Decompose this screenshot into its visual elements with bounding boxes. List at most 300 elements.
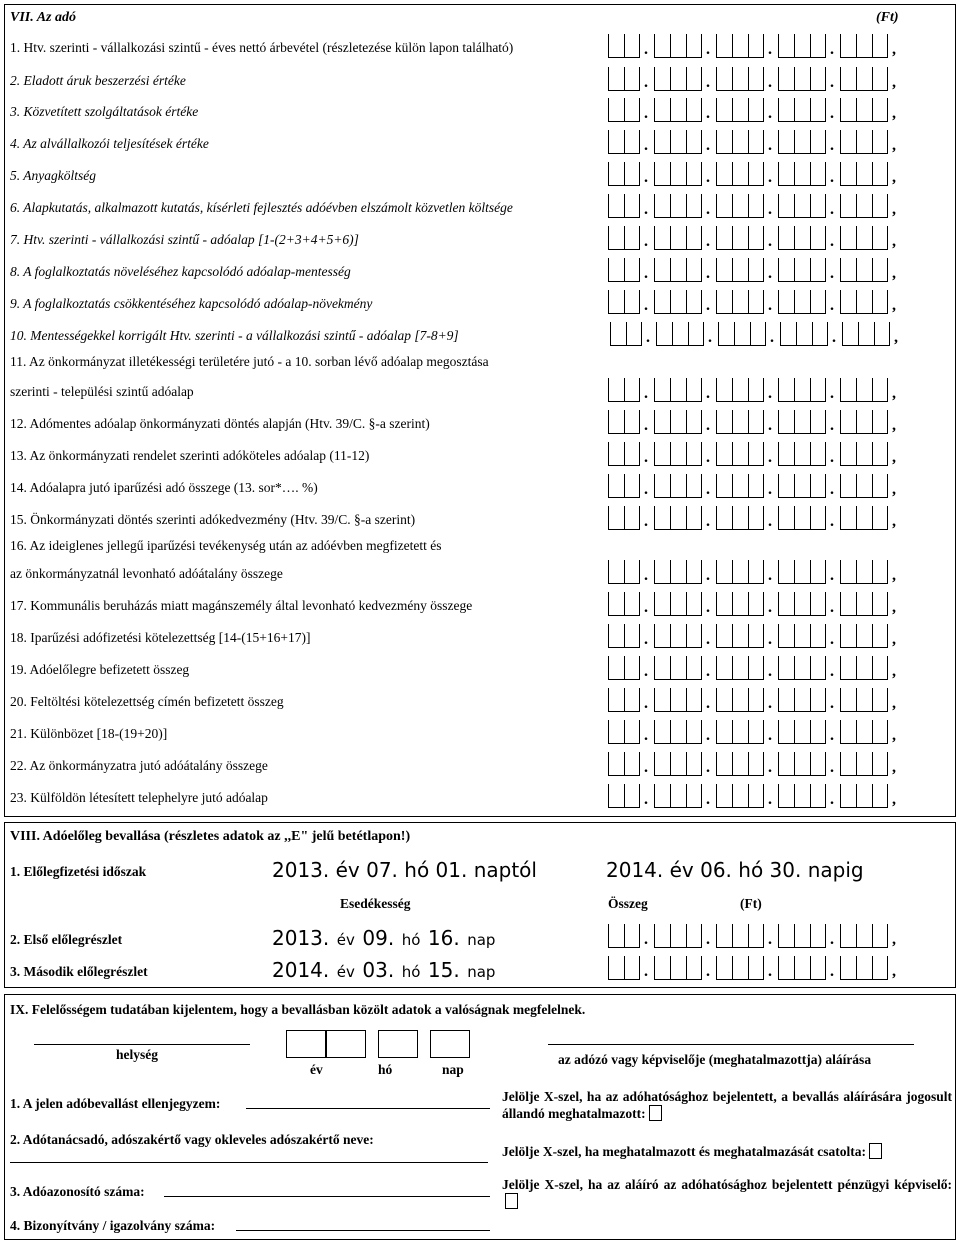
sec7-row-label: 8. A foglalkoztatás növeléséhez kapcsolódó adóalap-mentesség [10, 264, 351, 279]
group-separator: . [706, 631, 710, 648]
digit-group[interactable] [840, 624, 888, 648]
digit-group[interactable] [716, 784, 764, 808]
digit-group[interactable] [608, 67, 640, 91]
digit-group[interactable] [840, 162, 888, 186]
group-separator: . [646, 329, 650, 346]
second-installment-date[interactable]: 2014. év 03. hó 15. nap [272, 958, 496, 982]
sec7-row-amount[interactable] [608, 624, 894, 648]
group-separator: . [644, 963, 648, 980]
digit-group[interactable] [840, 194, 888, 218]
group-separator: . [706, 449, 710, 466]
digit-group[interactable] [840, 688, 888, 712]
digit-group[interactable] [778, 784, 826, 808]
digit-group[interactable] [608, 258, 640, 282]
tax-id-line[interactable] [164, 1196, 490, 1197]
group-separator: . [706, 599, 710, 616]
digit-group[interactable] [778, 290, 826, 314]
sec7-row-amount[interactable] [608, 378, 894, 402]
group-separator: . [768, 169, 772, 186]
place-line[interactable] [34, 1044, 250, 1045]
group-separator: . [768, 663, 772, 680]
group-separator: . [830, 963, 834, 980]
group-separator: . [644, 41, 648, 58]
group-separator: . [768, 631, 772, 648]
sec7-row-amount[interactable] [608, 592, 894, 616]
group-separator: . [830, 695, 834, 712]
digit-group[interactable] [778, 956, 826, 980]
digit-group[interactable] [608, 688, 640, 712]
digit-group[interactable] [716, 656, 764, 680]
digit-group[interactable] [608, 560, 640, 584]
digit-group[interactable] [654, 624, 702, 648]
attached-authorization-checkbox[interactable] [869, 1143, 882, 1159]
digit-group[interactable] [656, 322, 704, 346]
second-installment-label: 3. Második előlegrészlet [10, 964, 148, 979]
advance-period-from[interactable]: 2013. év 07. hó 01. naptól [272, 858, 537, 882]
digit-group[interactable] [840, 784, 888, 808]
sec7-row-amount[interactable] [608, 226, 894, 250]
decimal-comma: , [892, 385, 896, 402]
digit-group[interactable] [654, 194, 702, 218]
amount-header: Összeg [608, 896, 648, 911]
tax-id-label: 3. Adóazonosító száma: [10, 1184, 145, 1199]
digit-group[interactable] [840, 67, 888, 91]
sec7-row-amount[interactable] [608, 752, 894, 776]
digit-group[interactable] [716, 226, 764, 250]
sec7-row-label: 3. Közvetített szolgáltatások értéke [10, 104, 199, 119]
group-separator: . [830, 727, 834, 744]
digit-group[interactable] [716, 130, 764, 154]
group-separator: . [830, 599, 834, 616]
first-installment-date[interactable]: 2013. év 09. hó 16. nap [272, 926, 496, 950]
group-separator: . [830, 631, 834, 648]
digit-group[interactable] [608, 656, 640, 680]
group-separator: . [768, 297, 772, 314]
group-separator: . [644, 759, 648, 776]
digit-group[interactable] [716, 752, 764, 776]
group-separator: . [768, 265, 772, 282]
digit-group[interactable] [716, 290, 764, 314]
group-separator: . [768, 963, 772, 980]
digit-group[interactable] [718, 322, 766, 346]
digit-group[interactable] [610, 322, 642, 346]
digit-group[interactable] [840, 226, 888, 250]
digit-group[interactable] [778, 67, 826, 91]
digit-group[interactable] [778, 688, 826, 712]
year-label: év [310, 1062, 323, 1077]
decimal-comma: , [892, 631, 896, 648]
second-installment-amount[interactable] [608, 956, 894, 980]
month-box[interactable] [378, 1030, 418, 1058]
advisor-name-line[interactable] [10, 1162, 488, 1163]
group-separator: . [706, 201, 710, 218]
group-separator: . [830, 791, 834, 808]
sec7-row-label: 15. Önkormányzati döntés szerinti adókedvezmény (Htv. 39/C. §-a szerint) [10, 512, 416, 527]
sec7-row-label: 14. Adóalapra jutó iparűzési adó összege (13. sor*…. %) [10, 480, 318, 495]
group-separator: . [644, 417, 648, 434]
sec7-row-amount[interactable] [608, 474, 894, 498]
digit-group[interactable] [654, 784, 702, 808]
digit-group[interactable] [608, 924, 640, 948]
advance-period-to[interactable]: 2014. év 06. hó 30. napig [606, 858, 864, 882]
sec7-row-amount[interactable] [608, 290, 894, 314]
group-separator: . [768, 41, 772, 58]
sec7-row-amount[interactable] [608, 98, 894, 122]
digit-group[interactable] [778, 592, 826, 616]
digit-group[interactable] [840, 290, 888, 314]
group-separator: . [644, 631, 648, 648]
section-ix-title: IX. Felelősségem tudatában kijelentem, hogy a bevallásban közölt adatok a valóságnak megfelelnek. [10, 1002, 586, 1017]
due-date-header: Esedékesség [340, 896, 411, 911]
digit-group[interactable] [778, 924, 826, 948]
year-box-1[interactable] [286, 1030, 326, 1058]
group-separator: . [644, 599, 648, 616]
digit-group[interactable] [778, 560, 826, 584]
group-separator: . [644, 201, 648, 218]
digit-group[interactable] [608, 592, 640, 616]
sec7-row-amount[interactable] [608, 130, 894, 154]
digit-group[interactable] [716, 258, 764, 282]
attached-authorization-option: Jelölje X-szel, ha meghatalmazott és meghatalmazását csatolta: [502, 1143, 882, 1160]
sec7-row-amount[interactable] [608, 410, 894, 434]
digit-group[interactable] [716, 474, 764, 498]
signature-line[interactable] [548, 1044, 914, 1045]
day-box[interactable] [430, 1030, 470, 1058]
digit-group[interactable] [716, 410, 764, 434]
sec7-row-amount[interactable] [610, 322, 896, 346]
sec7-row-amount[interactable] [608, 656, 894, 680]
sec7-row-label: 1. Htv. szerinti - vállalkozási szintű - éves nettó árbevétel (részletezése külön lapon található) [10, 40, 514, 55]
digit-group[interactable] [654, 956, 702, 980]
sec7-row-amount[interactable] [608, 442, 894, 466]
digit-group[interactable] [654, 560, 702, 584]
sec7-row-label: 16. Az ideiglenes jellegű iparűzési tevékenység után az adóévben megfizetett és [10, 538, 442, 553]
digit-group[interactable] [654, 442, 702, 466]
group-separator: . [768, 74, 772, 91]
group-separator: . [706, 481, 710, 498]
digit-group[interactable] [840, 474, 888, 498]
digit-group[interactable] [778, 506, 826, 530]
digit-group[interactable] [778, 410, 826, 434]
sec7-row-label: 20. Feltöltési kötelezettség címén befizetett összeg [10, 694, 284, 709]
sec7-row-amount[interactable] [608, 506, 894, 530]
digit-group[interactable] [716, 624, 764, 648]
sec7-row-amount[interactable] [608, 67, 894, 91]
group-separator: . [768, 513, 772, 530]
digit-group[interactable] [608, 290, 640, 314]
permanent-agent-checkbox[interactable] [649, 1105, 662, 1121]
group-separator: . [644, 137, 648, 154]
digit-group[interactable] [608, 34, 640, 58]
digit-group[interactable] [716, 720, 764, 744]
sec7-row-label: 22. Az önkormányzatra jutó adóátalány összege [10, 758, 268, 773]
digit-group[interactable] [840, 378, 888, 402]
group-separator: . [768, 791, 772, 808]
group-separator: . [830, 41, 834, 58]
group-separator: . [706, 169, 710, 186]
section-viii-title: VIII. Adóelőleg bevallása (részletes adatok az ,,E" jelű betétlapon!) [10, 829, 411, 844]
group-separator: . [706, 417, 710, 434]
group-separator: . [830, 233, 834, 250]
group-separator: . [644, 791, 648, 808]
digit-group[interactable] [778, 194, 826, 218]
digit-group[interactable] [778, 378, 826, 402]
digit-group[interactable] [840, 410, 888, 434]
digit-group[interactable] [608, 474, 640, 498]
group-separator: . [644, 297, 648, 314]
group-separator: . [830, 297, 834, 314]
digit-group[interactable] [716, 34, 764, 58]
digit-group[interactable] [654, 752, 702, 776]
first-installment-amount[interactable] [608, 924, 894, 948]
digit-group[interactable] [654, 67, 702, 91]
digit-group[interactable] [716, 162, 764, 186]
sec7-row-label: 23. Külföldön létesített telephelyre jutó adóalap [10, 790, 268, 805]
digit-group[interactable] [654, 378, 702, 402]
digit-group[interactable] [840, 258, 888, 282]
group-separator: . [830, 137, 834, 154]
decimal-comma: , [894, 329, 898, 346]
digit-group[interactable] [716, 592, 764, 616]
digit-group[interactable] [840, 98, 888, 122]
group-separator: . [706, 663, 710, 680]
decimal-comma: , [892, 513, 896, 530]
group-separator: . [768, 759, 772, 776]
digit-group[interactable] [778, 258, 826, 282]
sec7-row-amount[interactable] [608, 162, 894, 186]
digit-group[interactable] [654, 924, 702, 948]
digit-group[interactable] [716, 506, 764, 530]
digit-group[interactable] [778, 442, 826, 466]
digit-group[interactable] [608, 194, 640, 218]
digit-group[interactable] [608, 410, 640, 434]
sec7-row-amount[interactable] [608, 258, 894, 282]
group-separator: . [706, 931, 710, 948]
digit-group[interactable] [840, 956, 888, 980]
digit-group[interactable] [608, 624, 640, 648]
group-separator: . [768, 727, 772, 744]
group-separator: . [706, 41, 710, 58]
first-installment-label: 2. Első előlegrészlet [10, 932, 123, 947]
digit-group[interactable] [608, 956, 640, 980]
group-separator: . [770, 329, 774, 346]
digit-group[interactable] [608, 784, 640, 808]
digit-group[interactable] [654, 34, 702, 58]
digit-group[interactable] [654, 720, 702, 744]
group-separator: . [706, 759, 710, 776]
decimal-comma: , [892, 599, 896, 616]
digit-group[interactable] [840, 130, 888, 154]
digit-group[interactable] [608, 752, 640, 776]
group-separator: . [830, 663, 834, 680]
group-separator: . [830, 567, 834, 584]
group-separator: . [644, 233, 648, 250]
digit-group[interactable] [840, 656, 888, 680]
digit-group[interactable] [654, 656, 702, 680]
decimal-comma: , [892, 137, 896, 154]
group-separator: . [644, 727, 648, 744]
digit-group[interactable] [654, 410, 702, 434]
group-separator: . [706, 297, 710, 314]
digit-group[interactable] [716, 688, 764, 712]
group-separator: . [644, 567, 648, 584]
group-separator: . [768, 695, 772, 712]
group-separator: . [830, 385, 834, 402]
permanent-agent-option: Jelölje X-szel, ha az adóhatósághoz bejelentett, a bevallás aláírására jogosult állandó meghatalmazott: [502, 1089, 952, 1121]
decimal-comma: , [892, 791, 896, 808]
group-separator: . [644, 265, 648, 282]
group-separator: . [830, 201, 834, 218]
countersign-label: 1. A jelen adóbevallást ellenjegyzem: [10, 1096, 221, 1111]
group-separator: . [768, 417, 772, 434]
sec7-row-label: 5. Anyagköltség [10, 168, 96, 183]
place-label: helység [116, 1047, 158, 1062]
group-separator: . [768, 385, 772, 402]
digit-group[interactable] [608, 226, 640, 250]
digit-group[interactable] [716, 442, 764, 466]
digit-group[interactable] [840, 442, 888, 466]
digit-group[interactable] [840, 34, 888, 58]
group-separator: . [706, 791, 710, 808]
group-separator: . [830, 74, 834, 91]
digit-group[interactable] [716, 560, 764, 584]
digit-group[interactable] [608, 162, 640, 186]
digit-group[interactable] [780, 322, 828, 346]
group-separator: . [768, 567, 772, 584]
group-separator: . [830, 265, 834, 282]
digit-group[interactable] [778, 130, 826, 154]
digit-group[interactable] [654, 130, 702, 154]
digit-group[interactable] [778, 656, 826, 680]
day-label: nap [442, 1062, 464, 1077]
sec7-row-amount[interactable] [608, 720, 894, 744]
decimal-comma: , [892, 963, 896, 980]
group-separator: . [644, 481, 648, 498]
sec7-row-amount[interactable] [608, 784, 894, 808]
digit-group[interactable] [608, 130, 640, 154]
group-separator: . [644, 385, 648, 402]
digit-group[interactable] [716, 378, 764, 402]
digit-group[interactable] [840, 592, 888, 616]
month-label: hó [378, 1062, 393, 1077]
digit-group[interactable] [608, 98, 640, 122]
decimal-comma: , [892, 567, 896, 584]
sec7-row-amount[interactable] [608, 688, 894, 712]
digit-group[interactable] [654, 258, 702, 282]
group-separator: . [644, 74, 648, 91]
digit-group[interactable] [716, 956, 764, 980]
year-box-2[interactable] [326, 1030, 366, 1058]
certificate-no-label: 4. Bizonyítvány / igazolvány száma: [10, 1218, 216, 1233]
digit-group[interactable] [716, 194, 764, 218]
digit-group[interactable] [840, 506, 888, 530]
group-separator: . [768, 233, 772, 250]
group-separator: . [706, 963, 710, 980]
digit-group[interactable] [654, 592, 702, 616]
sec7-row-label: 21. Különbözet [18-(19+20)] [10, 726, 168, 741]
digit-group[interactable] [608, 442, 640, 466]
group-separator: . [768, 105, 772, 122]
sec7-row-label: 2. Eladott áruk beszerzési értéke [10, 73, 186, 88]
group-separator: . [644, 513, 648, 530]
sec7-row-amount[interactable] [608, 194, 894, 218]
digit-group[interactable] [840, 560, 888, 584]
group-separator: . [644, 931, 648, 948]
decimal-comma: , [892, 727, 896, 744]
group-separator: . [768, 449, 772, 466]
group-separator: . [706, 695, 710, 712]
digit-group[interactable] [654, 162, 702, 186]
digit-group[interactable] [778, 752, 826, 776]
section-vii-unit: (Ft) [876, 10, 899, 25]
group-separator: . [830, 759, 834, 776]
decimal-comma: , [892, 74, 896, 91]
group-separator: . [706, 233, 710, 250]
financial-representative-checkbox[interactable] [505, 1193, 518, 1209]
group-separator: . [644, 169, 648, 186]
sec7-row-label: 19. Adóelőlegre befizetett összeg [10, 662, 190, 677]
group-separator: . [830, 169, 834, 186]
sec7-row-label: szerinti - települési szintű adóalap [10, 384, 194, 399]
decimal-comma: , [892, 169, 896, 186]
countersign-line[interactable] [246, 1108, 490, 1109]
digit-group[interactable] [778, 624, 826, 648]
sec7-row-amount[interactable] [608, 34, 894, 58]
group-separator: . [830, 417, 834, 434]
digit-group[interactable] [842, 322, 890, 346]
digit-group[interactable] [778, 720, 826, 744]
digit-group[interactable] [778, 474, 826, 498]
digit-group[interactable] [608, 506, 640, 530]
decimal-comma: , [892, 481, 896, 498]
decimal-comma: , [892, 265, 896, 282]
group-separator: . [644, 663, 648, 680]
digit-group[interactable] [778, 34, 826, 58]
digit-group[interactable] [778, 162, 826, 186]
group-separator: . [706, 513, 710, 530]
digit-group[interactable] [716, 924, 764, 948]
digit-group[interactable] [654, 290, 702, 314]
group-separator: . [706, 567, 710, 584]
sec7-row-amount[interactable] [608, 560, 894, 584]
digit-group[interactable] [840, 924, 888, 948]
group-separator: . [830, 105, 834, 122]
digit-group[interactable] [654, 226, 702, 250]
digit-group[interactable] [778, 98, 826, 122]
group-separator: . [830, 513, 834, 530]
sec7-row-label: 18. Iparűzési adófizetési kötelezettség [14-(15+16+17)] [10, 630, 311, 645]
date-boxes[interactable] [286, 1030, 472, 1058]
group-separator: . [768, 931, 772, 948]
digit-group[interactable] [716, 98, 764, 122]
decimal-comma: , [892, 663, 896, 680]
digit-group[interactable] [654, 474, 702, 498]
certificate-no-line[interactable] [236, 1230, 490, 1231]
digit-group[interactable] [608, 720, 640, 744]
group-separator: . [830, 449, 834, 466]
digit-group[interactable] [716, 67, 764, 91]
digit-group[interactable] [840, 752, 888, 776]
digit-group[interactable] [654, 98, 702, 122]
sec7-row-label: 17. Kommunális beruházás miatt magánszemély által levonható kedvezmény összege [10, 598, 473, 613]
decimal-comma: , [892, 233, 896, 250]
digit-group[interactable] [840, 720, 888, 744]
digit-group[interactable] [654, 506, 702, 530]
digit-group[interactable] [654, 688, 702, 712]
sec7-row-label: 10. Mentességekkel korrigált Htv. szerinti - a vállalkozási szintű - adóalap [7-8+9] [10, 328, 459, 343]
digit-group[interactable] [608, 378, 640, 402]
digit-group[interactable] [778, 226, 826, 250]
